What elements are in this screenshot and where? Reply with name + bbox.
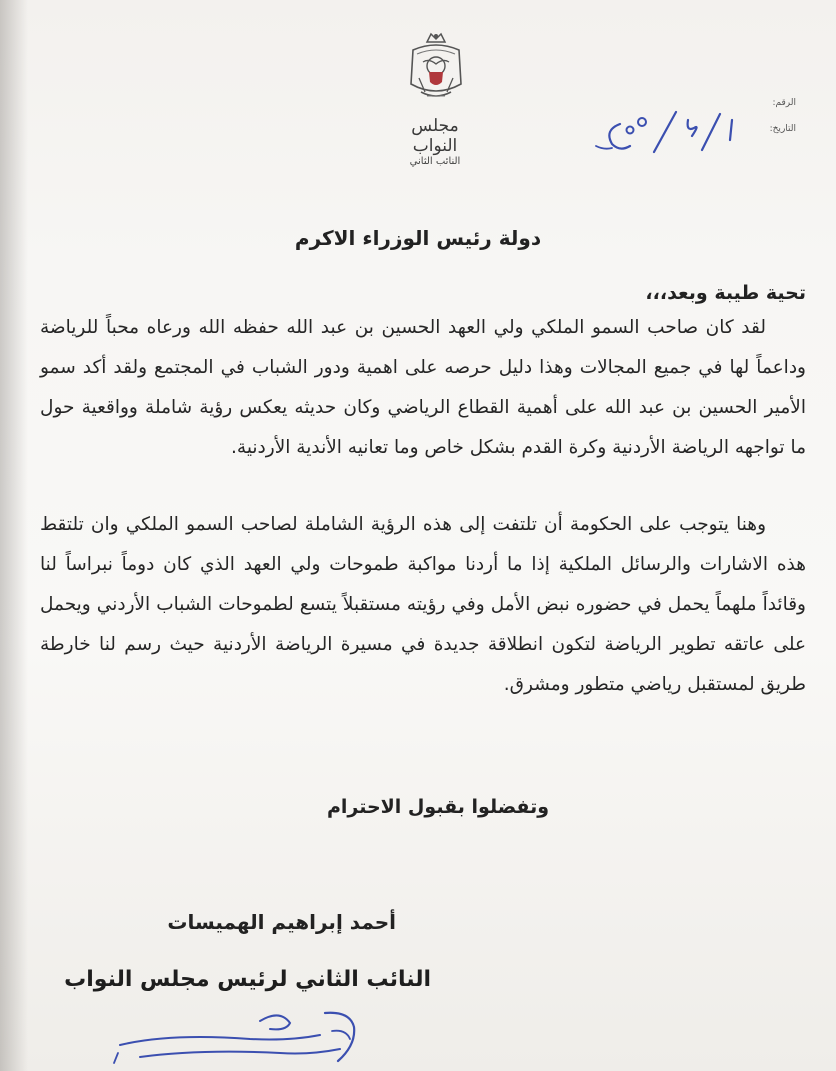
- jordan-coat-of-arms-icon: [405, 32, 467, 104]
- reference-number-label: الرقم:: [772, 98, 796, 108]
- page-edge-shadow: [0, 0, 28, 1071]
- recipient-line: دولة رئيس الوزراء الاكرم: [294, 226, 542, 250]
- handwritten-date: [590, 106, 750, 166]
- closing-line: وتفضلوا بقبول الاحترام: [326, 796, 550, 818]
- body-paragraph-2: وهنا يتوجب على الحكومة أن تلتفت إلى هذه الرؤية الشاملة لصاحب السمو الملكي وان تلتقط هذه الاشارات والرسائل الملكية إذا ما أردنا مواكبة طموحات ولي العهد الذي كان دوماً نبراساً لنا وقائداً ملهماً يحمل في حضوره نبض الأمل وفي رؤيته مستقبلاً يتسع لطموحات الشباب الأردني ويحمل على عاتقه تطوير الرياضة لتكون انطلاقة جديدة في مسيرة الرياضة الأردنية حيث رسم لنا خارطة طريق لمستقبل رياضي متطور ومشرق.: [40, 514, 806, 695]
- handwritten-signature: [110, 1005, 380, 1071]
- signer-title: النائب الثاني لرئيس مجلس النواب: [64, 967, 431, 992]
- council-name: مجلس النواب: [411, 116, 459, 156]
- salutation: تحية طيبة وبعد،،،: [645, 282, 806, 304]
- body-paragraph-1: لقد كان صاحب السمو الملكي ولي العهد الحسين بن عبد الله حفظه الله ورعاه محباً للرياضة وداعماً لها في جميع المجالات وهذا دليل حرصه على اهمية ودور الشباب في المجتمع ولقد أكد سمو الأمير الحسين بن عبد الله على أهمية القطاع الرياضي وكان حديثه يعكس رؤية شاملة وواقعية حول ما تواجهه الرياضة الأردنية وكرة القدم بشكل خاص وما تعانيه الأندية الأردنية.: [40, 317, 806, 458]
- signer-name: أحمد إبراهيم الهميسات: [167, 910, 396, 934]
- date-label: التاريخ:: [769, 124, 796, 134]
- deputy-title: النائب الثاني: [409, 156, 461, 167]
